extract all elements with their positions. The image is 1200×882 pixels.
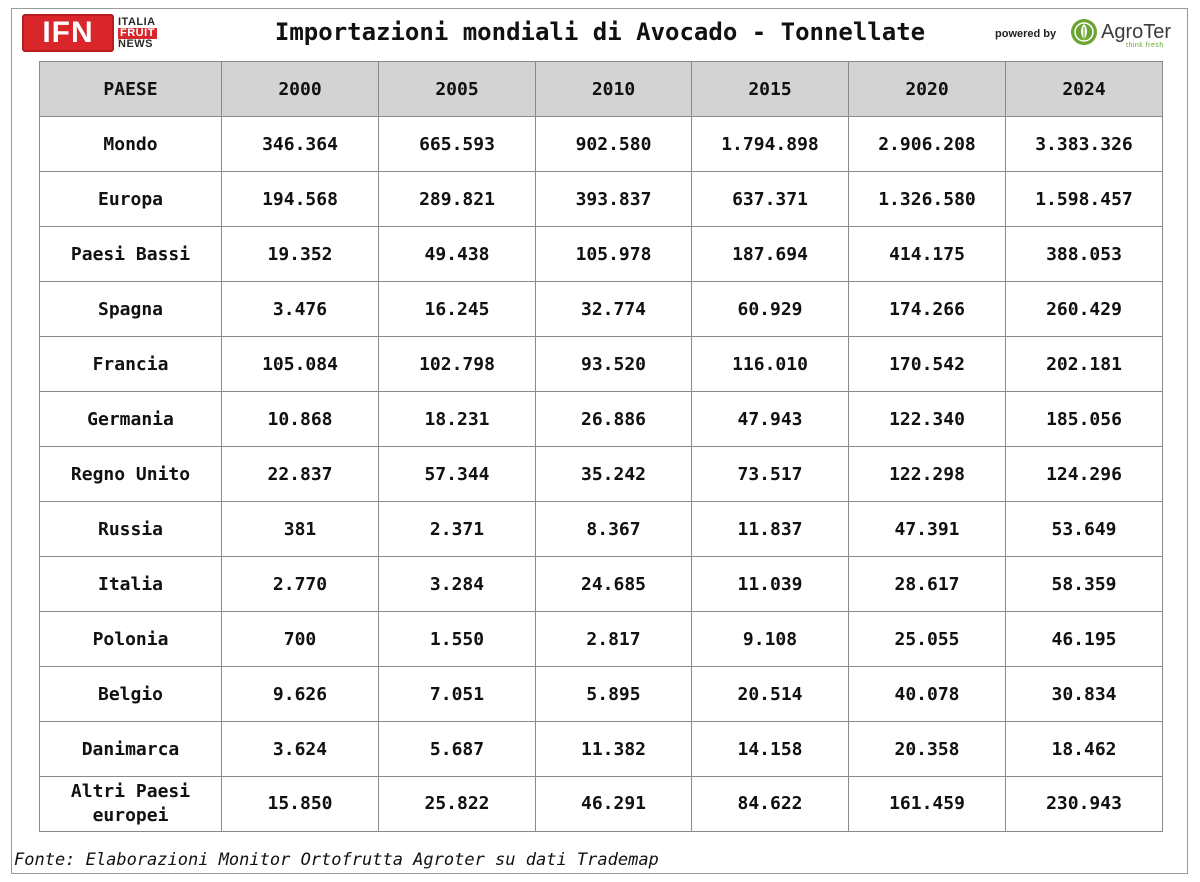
value-cell: 1.326.580	[849, 172, 1006, 227]
value-cell: 53.649	[1006, 502, 1163, 557]
value-cell: 170.542	[849, 337, 1006, 392]
agroter-name: AgroTer	[1101, 21, 1172, 43]
value-cell: 18.462	[1006, 722, 1163, 777]
value-cell: 18.231	[379, 392, 536, 447]
value-cell: 11.837	[692, 502, 849, 557]
value-cell: 346.364	[222, 117, 379, 172]
table-row	[40, 502, 1163, 557]
country-cell: Danimarca	[40, 722, 222, 777]
country-cell: Francia	[40, 337, 222, 392]
value-cell: 5.687	[379, 722, 536, 777]
value-cell: 9.108	[692, 612, 849, 667]
table-row	[40, 612, 1163, 667]
value-cell: 25.055	[849, 612, 1006, 667]
value-cell: 381	[222, 502, 379, 557]
column-header-country: PAESE	[40, 62, 222, 117]
value-cell: 637.371	[692, 172, 849, 227]
country-cell: Regno Unito	[40, 447, 222, 502]
table-row	[40, 557, 1163, 612]
country-cell: Altri Paesi europei	[40, 777, 222, 832]
value-cell: 93.520	[536, 337, 692, 392]
value-cell: 60.929	[692, 282, 849, 337]
table-row	[40, 777, 1163, 832]
value-cell: 14.158	[692, 722, 849, 777]
value-cell: 185.056	[1006, 392, 1163, 447]
header	[0, 0, 1200, 60]
data-table	[39, 61, 1163, 832]
value-cell: 57.344	[379, 447, 536, 502]
value-cell: 11.039	[692, 557, 849, 612]
value-cell: 388.053	[1006, 227, 1163, 282]
value-cell: 105.084	[222, 337, 379, 392]
country-cell: Germania	[40, 392, 222, 447]
agroter-tagline: think fresh	[1126, 42, 1164, 49]
table-row	[40, 337, 1163, 392]
value-cell: 124.296	[1006, 447, 1163, 502]
value-cell: 20.358	[849, 722, 1006, 777]
value-cell: 161.459	[849, 777, 1006, 832]
value-cell: 11.382	[536, 722, 692, 777]
table-row	[40, 172, 1163, 227]
value-cell: 2.770	[222, 557, 379, 612]
value-cell: 665.593	[379, 117, 536, 172]
value-cell: 3.624	[222, 722, 379, 777]
value-cell: 8.367	[536, 502, 692, 557]
value-cell: 49.438	[379, 227, 536, 282]
ifn-logo-word: NEWS	[118, 37, 153, 50]
value-cell: 46.291	[536, 777, 692, 832]
value-cell: 84.622	[692, 777, 849, 832]
country-cell: Russia	[40, 502, 222, 557]
value-cell: 35.242	[536, 447, 692, 502]
table-row	[40, 667, 1163, 722]
table-header-row	[40, 62, 1163, 117]
country-cell: Belgio	[40, 667, 222, 722]
value-cell: 7.051	[379, 667, 536, 722]
value-cell: 40.078	[849, 667, 1006, 722]
country-cell: Europa	[40, 172, 222, 227]
value-cell: 9.626	[222, 667, 379, 722]
ifn-logo-word: ITALIA	[118, 15, 156, 28]
value-cell: 174.266	[849, 282, 1006, 337]
value-cell: 393.837	[536, 172, 692, 227]
value-cell: 194.568	[222, 172, 379, 227]
value-cell: 16.245	[379, 282, 536, 337]
value-cell: 19.352	[222, 227, 379, 282]
value-cell: 2.371	[379, 502, 536, 557]
source-note: Fonte: Elaborazioni Monitor Ortofrutta Agroter su dati Trademap	[14, 850, 659, 870]
value-cell: 902.580	[536, 117, 692, 172]
value-cell: 187.694	[692, 227, 849, 282]
country-cell: Italia	[40, 557, 222, 612]
value-cell: 122.298	[849, 447, 1006, 502]
value-cell: 116.010	[692, 337, 849, 392]
country-cell: Mondo	[40, 117, 222, 172]
value-cell: 30.834	[1006, 667, 1163, 722]
table-row	[40, 722, 1163, 777]
value-cell: 3.476	[222, 282, 379, 337]
value-cell: 58.359	[1006, 557, 1163, 612]
value-cell: 2.906.208	[849, 117, 1006, 172]
ifn-logo-mark: IFN	[22, 14, 114, 52]
value-cell: 25.822	[379, 777, 536, 832]
value-cell: 289.821	[379, 172, 536, 227]
value-cell: 28.617	[849, 557, 1006, 612]
column-header-year: 2020	[849, 62, 1006, 117]
value-cell: 10.868	[222, 392, 379, 447]
value-cell: 5.895	[536, 667, 692, 722]
value-cell: 3.284	[379, 557, 536, 612]
table-body	[40, 117, 1163, 832]
value-cell: 22.837	[222, 447, 379, 502]
table-row	[40, 117, 1163, 172]
value-cell: 202.181	[1006, 337, 1163, 392]
value-cell: 102.798	[379, 337, 536, 392]
value-cell: 15.850	[222, 777, 379, 832]
table-row	[40, 392, 1163, 447]
value-cell: 26.886	[536, 392, 692, 447]
agroter-logo	[1070, 16, 1180, 50]
column-header-year: 2015	[692, 62, 849, 117]
value-cell: 122.340	[849, 392, 1006, 447]
value-cell: 1.598.457	[1006, 172, 1163, 227]
chart-title: Importazioni mondiali di Avocado - Tonnellate	[274, 18, 926, 46]
value-cell: 3.383.326	[1006, 117, 1163, 172]
table-row	[40, 227, 1163, 282]
value-cell: 260.429	[1006, 282, 1163, 337]
value-cell: 230.943	[1006, 777, 1163, 832]
ifn-logo-word: FRUIT	[120, 26, 155, 39]
value-cell: 105.978	[536, 227, 692, 282]
agroter-leaf-icon	[1070, 18, 1098, 46]
country-cell: Paesi Bassi	[40, 227, 222, 282]
value-cell: 47.391	[849, 502, 1006, 557]
value-cell: 2.817	[536, 612, 692, 667]
powered-by-label: powered by	[995, 28, 1057, 40]
value-cell: 47.943	[692, 392, 849, 447]
value-cell: 414.175	[849, 227, 1006, 282]
table-row	[40, 447, 1163, 502]
column-header-year: 2000	[222, 62, 379, 117]
value-cell: 46.195	[1006, 612, 1163, 667]
column-header-year: 2010	[536, 62, 692, 117]
value-cell: 1.794.898	[692, 117, 849, 172]
column-header-year: 2005	[379, 62, 536, 117]
table-row	[40, 282, 1163, 337]
value-cell: 73.517	[692, 447, 849, 502]
value-cell: 32.774	[536, 282, 692, 337]
column-header-year: 2024	[1006, 62, 1163, 117]
value-cell: 1.550	[379, 612, 536, 667]
value-cell: 24.685	[536, 557, 692, 612]
value-cell: 700	[222, 612, 379, 667]
country-cell: Polonia	[40, 612, 222, 667]
country-cell: Spagna	[40, 282, 222, 337]
value-cell: 20.514	[692, 667, 849, 722]
